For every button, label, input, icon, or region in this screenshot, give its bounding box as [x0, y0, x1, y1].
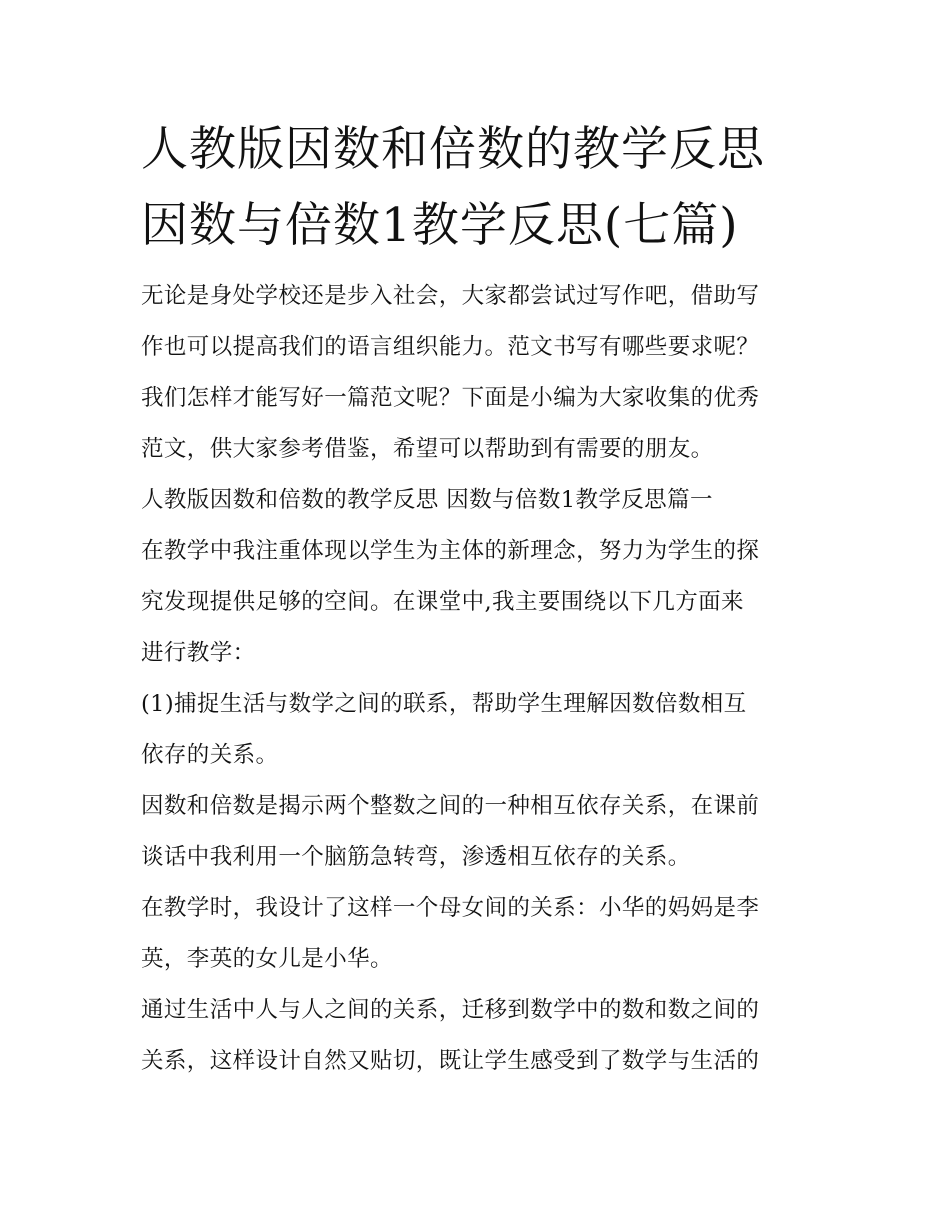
body-line: 无论是身处学校还是步入社会，大家都尝试过写作吧，借助写: [141, 283, 760, 309]
document-title: [141, 112, 831, 264]
section-heading: 人教版因数和倍数的教学反思 因数与倍数1教学反思篇一: [141, 487, 713, 513]
body-line: 英，李英的女儿是小华。: [141, 946, 393, 972]
body-line: 在教学时，我设计了这样一个母女间的关系：小华的妈妈是李: [141, 895, 760, 921]
body-line: (1)捕捉生活与数学之间的联系，帮助学生理解因数倍数相互: [141, 691, 747, 717]
body-line: 我们怎样才能写好一篇范文呢？下面是小编为大家收集的优秀: [141, 385, 760, 411]
document-body: [141, 271, 831, 1087]
body-line: 作也可以提高我们的语言组织能力。范文书写有哪些要求呢？: [141, 334, 760, 360]
body-line: 进行教学：: [141, 640, 256, 666]
title-line-2: 因数与倍数1教学反思(七篇): [141, 198, 739, 253]
body-line: 因数和倍数是揭示两个整数之间的一种相互依存关系，在课前: [141, 793, 760, 819]
body-line: 究发现提供足够的空间。在课堂中,我主要围绕以下几方面来: [141, 589, 744, 615]
body-line: 关系，这样设计自然又贴切，既让学生感受到了数学与生活的: [141, 1048, 760, 1074]
body-line: 范文，供大家参考借鉴，希望可以帮助到有需要的朋友。: [141, 436, 714, 462]
body-line: 依存的关系。: [141, 742, 279, 768]
title-line-1: 人教版因数和倍数的教学反思: [141, 122, 765, 177]
body-line: 谈话中我利用一个脑筋急转弯，渗透相互依存的关系。: [141, 844, 691, 870]
document-page: [141, 112, 831, 1087]
body-line: 在教学中我注重体现以学生为主体的新理念，努力为学生的探: [141, 538, 760, 564]
body-line: 通过生活中人与人之间的关系，迁移到数学中的数和数之间的: [141, 997, 760, 1023]
